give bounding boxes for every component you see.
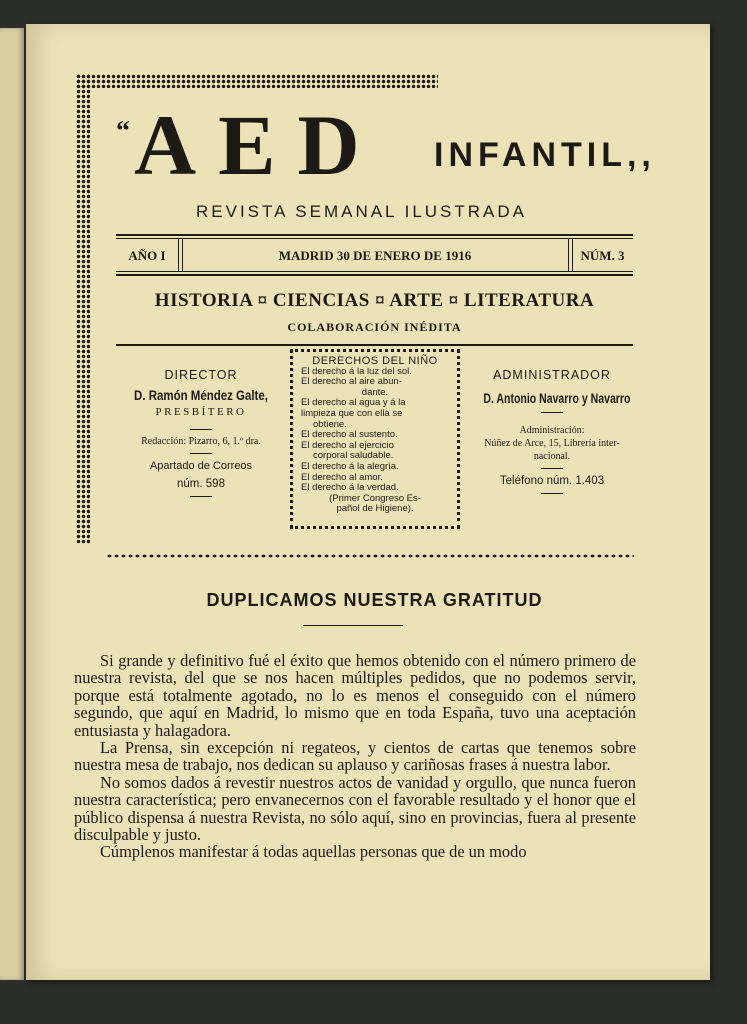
rights-line: El derecho al ejercicio <box>301 439 394 451</box>
administration-label: Administración: <box>519 425 585 436</box>
info-divider <box>178 238 179 272</box>
divider-dash <box>541 493 563 494</box>
director-column <box>118 368 284 503</box>
ornamental-divider <box>106 552 634 560</box>
article-paragraph: Si grande y definitivo fué el éxito que hemos obtenido con el número primero de nuestra revista, del que se nos hacen múltiples pedidos, que no podemos servir, porque está totalmente agotado, no lo es menos el conseguido con el número segundo, que aquí en Madrid, lo mismo que en toda España, tuvo una aceptación entusiasta y halagadora. <box>74 651 636 740</box>
article-title: DUPLICAMOS NUESTRA GRATITUD <box>206 590 543 610</box>
article-body <box>74 652 636 861</box>
po-box-number: núm. 598 <box>177 478 225 490</box>
rights-line: El derecho á la verdad. <box>301 482 399 494</box>
masthead-title-suffix: INFANTIL,, <box>434 136 656 174</box>
topics-line: HISTORIA ¤ CIENCIAS ¤ ARTE ¤ LITERATURA <box>154 290 595 311</box>
director-role: PRESBÍTERO <box>155 406 247 418</box>
issue-year: AÑO I <box>128 248 166 263</box>
divider-dash <box>190 496 212 497</box>
rights-line: El derecho al amor. <box>301 471 383 483</box>
issue-number: NÚM. 3 <box>580 248 625 263</box>
rights-line: (Primer Congreso Es- <box>329 492 421 504</box>
rights-line: El derecho al agua y á la <box>301 397 406 409</box>
divider-dash <box>541 412 563 413</box>
administration-phone: Teléfono núm. 1.403 <box>499 475 605 487</box>
article-paragraph: La Prensa, sin excepción ni regateos, y cientos de cartas que tenemos sobre nuestra mesa de trabajo, nos dedican su aplauso y cariñosas frases á nuestra labor. <box>74 738 636 775</box>
divider-dash <box>541 468 563 469</box>
rights-line: limpieza que con ella se <box>301 407 403 419</box>
rights-line: El derecho á la luz del sol. <box>301 365 412 377</box>
childrens-rights-box <box>290 349 460 529</box>
issue-date: MADRID 30 DE ENERO DE 1916 <box>278 248 472 263</box>
rights-heading: DERECHOS DEL NIÑO <box>312 355 438 367</box>
masthead-title: AED <box>134 97 382 193</box>
rights-line: corporal saludable. <box>313 450 394 462</box>
administration-address: Núñez de Arce, 15, Librería inter- <box>484 438 620 449</box>
po-box-label: Apartado de Correos <box>149 460 253 472</box>
rights-line: obtiene. <box>313 418 347 430</box>
section-rule <box>116 344 633 346</box>
divider-dash <box>190 453 212 454</box>
administration-address-cont: nacional. <box>533 451 571 462</box>
administrator-column <box>464 368 640 500</box>
info-divider <box>568 238 569 272</box>
rights-line: El derecho al sustento. <box>301 429 398 441</box>
rights-line: dante. <box>361 386 389 398</box>
article-paragraph: Cúmplenos manifestar á todas aquellas personas que de un modo <box>100 842 527 862</box>
title-underline <box>303 625 403 626</box>
article-paragraph: No somos dados á revestir nuestros actos de vanidad y orgullo, que nunca fueron nuestra característica; pero envanecernos con el favorable resultado y el honor que el público dispensa á nuestra Revista, no sólo aquí, sino en provincias, fuera al presente disculpable y justo. <box>74 772 636 845</box>
rights-line: El derecho al aire abun- <box>301 376 402 388</box>
adjacent-page-edge <box>0 28 24 980</box>
director-address: Redacción: Pizarro, 6, 1.º dra. <box>141 436 261 447</box>
director-name: D. Ramón Méndez Galte, <box>134 388 268 403</box>
masthead-subtitle: REVISTA SEMANAL ILUSTRADA <box>196 202 528 221</box>
divider-dash <box>190 429 212 430</box>
issue-info-bar <box>116 234 633 276</box>
collaboration-line: COLABORACIÓN INÉDITA <box>287 320 462 334</box>
ornamental-border-top <box>76 74 438 88</box>
director-heading: DIRECTOR <box>164 368 238 382</box>
rights-line: El derecho á la alegría. <box>301 460 399 472</box>
rights-line: pañol de Higiene). <box>336 503 414 515</box>
administrator-heading: ADMINISTRADOR <box>493 368 611 382</box>
ornamental-border-left <box>76 74 90 544</box>
administrator-name: D. Antonio Navarro y Navarro <box>483 391 631 406</box>
magazine-page <box>26 24 710 980</box>
opening-quote: “ <box>116 116 130 147</box>
